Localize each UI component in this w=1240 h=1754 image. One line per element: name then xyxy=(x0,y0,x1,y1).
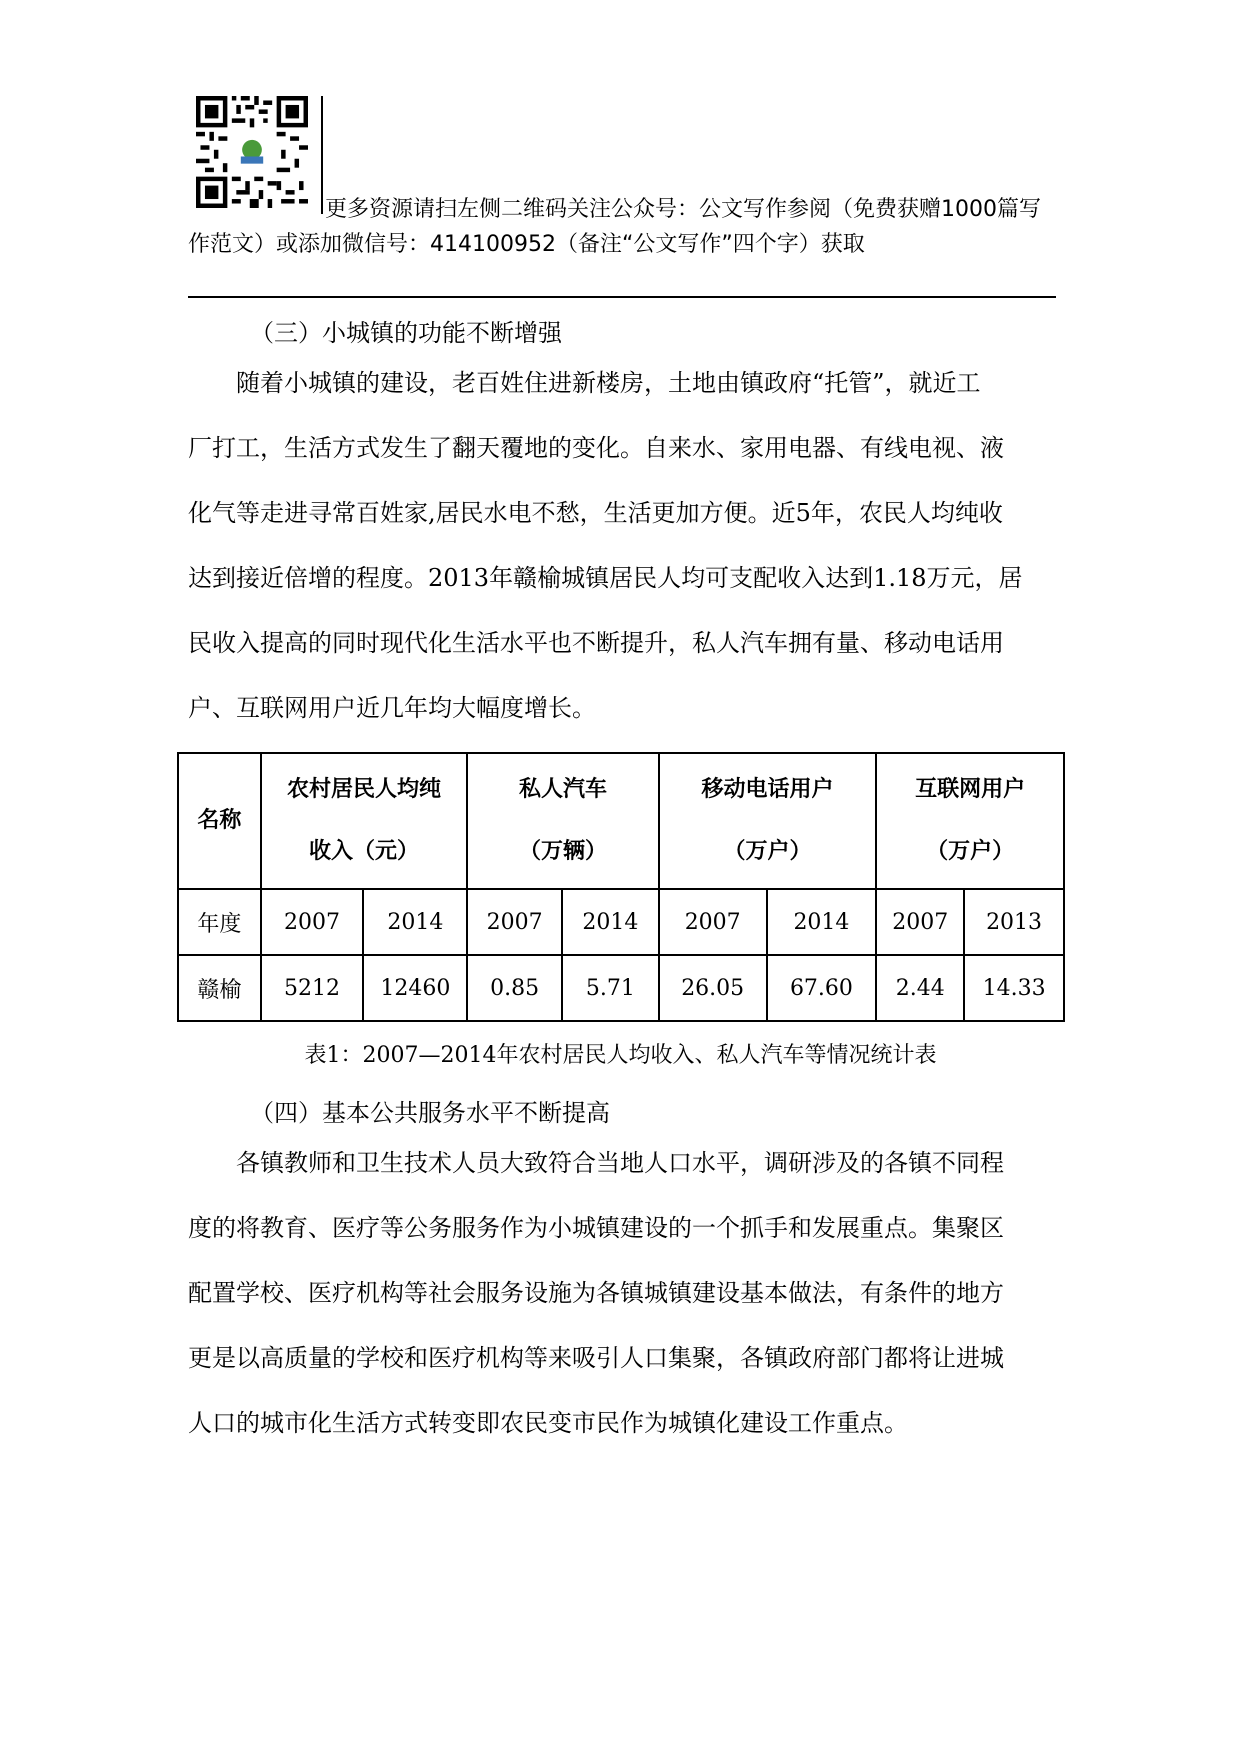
paragraph-line: 厂打工，生活方式发生了翻天覆地的变化。自来水、家用电器、有线电视、液 xyxy=(188,434,1004,462)
section-3-heading: （三）小城镇的功能不断增强 xyxy=(250,319,562,347)
section-4-paragraph xyxy=(188,1131,1053,1456)
paragraph-line: 度的将教育、医疗等公务服务作为小城镇建设的一个抓手和发展重点。集聚区 xyxy=(188,1214,1004,1242)
table-cell: 2014 xyxy=(767,889,877,955)
group-unit: （万户） xyxy=(723,839,812,864)
section-3-paragraph xyxy=(188,351,1053,741)
table-cell: 26.05 xyxy=(659,955,767,1021)
group-title: 私人汽车 xyxy=(519,777,608,802)
table-cell: 14.33 xyxy=(964,955,1064,1021)
paragraph-line: 随着小城镇的建设，老百姓住进新楼房，土地由镇政府“托管”，就近工 xyxy=(236,369,981,397)
table-caption: 表1：2007—2014年农村居民人均收入、私人汽车等情况统计表 xyxy=(304,1043,937,1068)
table-cell: 2.44 xyxy=(876,955,964,1021)
group-title: 农村居民人均纯 xyxy=(286,777,441,802)
table-header-group xyxy=(261,753,468,889)
table-header-group xyxy=(876,753,1064,889)
table-cell: 2014 xyxy=(562,889,659,955)
table-cell: 12460 xyxy=(363,955,467,1021)
row-label: 年度 xyxy=(178,889,261,955)
table-cell: 0.85 xyxy=(467,955,562,1021)
table-cell: 2013 xyxy=(964,889,1064,955)
paragraph-line: 民收入提高的同时现代化生活水平也不断提升，私人汽车拥有量、移动电话用 xyxy=(188,629,1004,657)
table-header-group xyxy=(659,753,877,889)
table-header-group xyxy=(467,753,659,889)
header-note: 更多资源请扫左侧二维码关注公众号：公文写作参阅（免费获赠1000篇写作范文）或添加微信号：414100952（备注“公文写作”四个字）获取 xyxy=(188,197,1041,257)
table-cell: 5212 xyxy=(261,955,364,1021)
paragraph-line: 人口的城市化生活方式转变即农民变市民作为城镇化建设工作重点。 xyxy=(188,1409,908,1437)
paragraph-line: 户、互联网用户近几年均大幅度增长。 xyxy=(188,694,596,722)
table-header-name: 名称 xyxy=(178,753,261,889)
paragraph-line: 各镇教师和卫生技术人员大致符合当地人口水平，调研涉及的各镇不同程 xyxy=(236,1149,1004,1177)
table-cell: 2007 xyxy=(876,889,964,955)
paragraph-line: 更是以高质量的学校和医疗机构等来吸引人口集聚，各镇政府部门都将让进城 xyxy=(188,1344,1004,1372)
statistics-table xyxy=(177,752,1065,1022)
table-row xyxy=(178,889,1064,955)
table-header-row xyxy=(178,753,1064,889)
group-unit: 收入（元） xyxy=(308,839,419,864)
table-cell: 2007 xyxy=(467,889,562,955)
table-row xyxy=(178,955,1064,1021)
paragraph-line: 配置学校、医疗机构等社会服务设施为各镇城镇建设基本做法，有条件的地方 xyxy=(188,1279,1004,1307)
table-cell: 5.71 xyxy=(562,955,659,1021)
table-cell: 2014 xyxy=(363,889,467,955)
group-unit: （万辆） xyxy=(519,839,608,864)
header-rule xyxy=(188,296,1056,298)
section-4-heading: （四）基本公共服务水平不断提高 xyxy=(250,1099,610,1127)
paragraph-line: 达到接近倍增的程度。2013年赣榆城镇居民人均可支配收入达到1.18万元，居 xyxy=(188,564,1023,592)
group-title: 移动电话用户 xyxy=(701,777,834,802)
paragraph-line: 化气等走进寻常百姓家,居民水电不愁，生活更加方便。近5年，农民人均纯收 xyxy=(188,499,1003,527)
group-title: 互联网用户 xyxy=(915,777,1026,802)
table-cell: 67.60 xyxy=(767,955,877,1021)
row-label: 赣榆 xyxy=(178,955,261,1021)
group-unit: （万户） xyxy=(926,839,1015,864)
table-cell: 2007 xyxy=(659,889,767,955)
table-cell: 2007 xyxy=(261,889,364,955)
